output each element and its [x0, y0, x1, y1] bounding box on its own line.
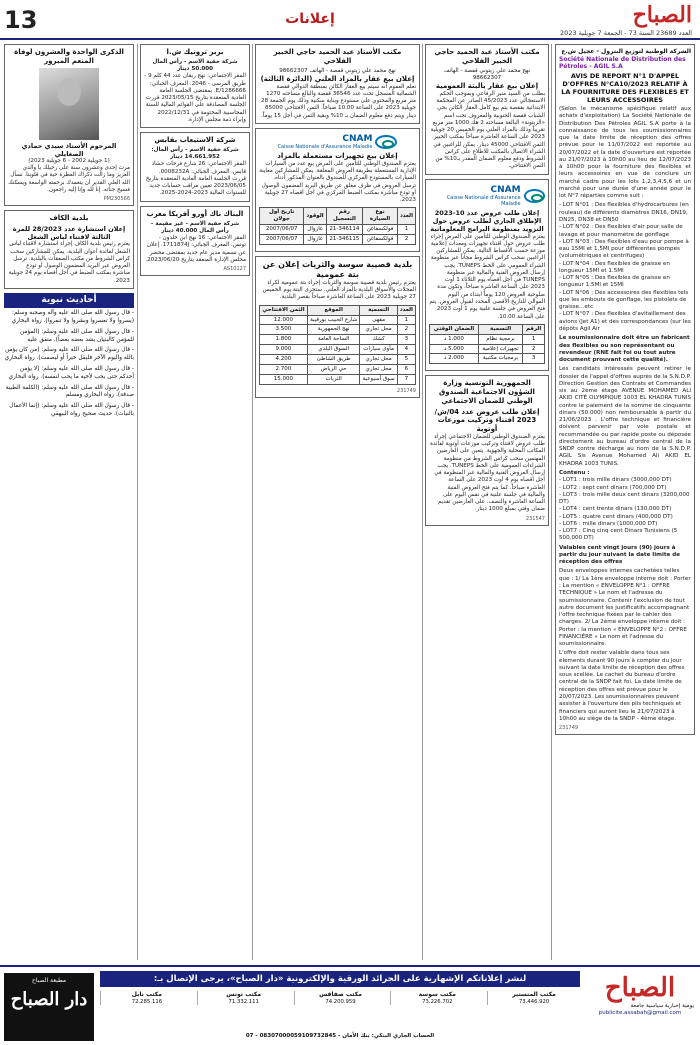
company-sub: شركة خفية الاسم - غير مقيمة - رأس المال 40.000 دينار — [150, 220, 240, 234]
table-cell: 21-346114 — [326, 225, 362, 235]
company-body: المقر الاجتماعي: نهج ريقان عدد 44 كلم 9 - طريق المرسى - 2046. المعرف الجبائي: 1286666/E. بمقتضى الجلسة العامة العادية المنعقدة بتاريخ 2023/05/15 قررت الجلسة المصادقة على القوائم المالية للسنة المحاسبية المختومة في 2022/12/31 وإبراء ذمة مجلس الإدارة. — [144, 73, 246, 123]
ad-ref: 231547 — [525, 515, 545, 522]
kef-body: يعتزم رئيس بلدية الكاف إجراء استشارة لاقتناء لباس الشغل لفائدة أعوان البلدية. يمكن للمشاركين سحب كراس الشروط من مكتب الصفقات بالبلدية. ترسل العروض عبر البريد المضمون الوصول أو تودع مباشرة بمكتب الضبط في أجل أقصاه يوم 24 جويلية 2023. — [8, 241, 130, 284]
table-cell: طريق الشاطئ — [307, 355, 360, 365]
obituary-body: مرت إحدى وعشرون سنة على رحيلك يا والدي العزيز وما زالت ذكراك العطرة حية في قلوبنا. نسأل الله العلي القدير أن يتغمدك برحمته الواسعة ويسكنك فسيح جناته. إنا لله وإنا إليه راجعون. — [8, 165, 130, 193]
cnss-body: يعتزم الصندوق الوطني للضمان الاجتماعي إجراء طلب عروض لاقتناء وتركيب موزعات أوتوية لفائدة المكاتب المحلية والجهوية. يتعين على العارضين المهتمين سحب كراس الشروط من منظومة الشراءات العمومية على الخط TUNEPS. يجب إرسال العروض الفنية والمالية عبر المنظومة في أجل أقصاه يوم 4 أوت 2023 على الساعة العاشرة صباحاً. كما يتم فتح العروض الفنية والمالية في جلسة علنية في نفس اليوم على الساعة العاشرة والنصف. على العارضين تقديم ضمان وقتي بمبلغ 1000 دينار. — [430, 433, 545, 513]
company-name: شركة الاستيعاب بقابس — [154, 136, 236, 145]
obituary-name: المرحوم الأستاذ سيدي حمادي الصغايلي — [21, 141, 117, 158]
table-cell: محل تجاري — [360, 325, 397, 335]
hadith-item: - قال رسول الله صلى الله عليه وسلم: (المؤمن للمؤمن كالبنيان يشد بعضه بعضاً). متفق عليه — [19, 328, 134, 343]
table-header-cell: تاريخ أول جولان — [260, 208, 304, 225]
envelopes: Deux enveloppes internes cachetées telles que : 1/ La 1ère enveloppe interne doit : Porter : La mention « ENVELOPPE N°1 : OFFRE TECHNIQUE » Le nom et l'adresse du soumissionnaire. Contenir l'exclusion de tout autre document les justificatifs accompagnant l'offre technique fixées par le cahier des charges. 2/ La 2ème enveloppe interne doit : Porter : la mention « ENVELOPPE N°2 : OFFRE FINANCIÈRE » Le nom et l'adresse du soumissionnaire. — [559, 568, 691, 648]
agil-tender-ad — [555, 44, 695, 735]
auction-title: إعلان بيع عقار بالبتة العمومية — [435, 82, 539, 91]
table-header-cell: الضمان الوقتي — [430, 324, 479, 334]
column-divider — [137, 44, 138, 960]
lots-list — [559, 202, 691, 333]
table-cell: غازوال — [304, 225, 326, 235]
table-cell: الساحة العامة — [307, 335, 360, 345]
cnam-tender-table — [429, 324, 545, 365]
cnam-logo: CNAM Caisse Nationale d'Assurance Maladie — [429, 185, 545, 208]
hadith-item: - قال رسول الله صلى الله عليه وآله وصحبه وسلم: (يسروا ولا تعسروا وبشروا ولا تنفروا). رواه البخاري — [11, 310, 134, 324]
lot-price-item: - LOT5 : quatre cent dinars (400,000 DT) — [559, 513, 673, 520]
cnss-tender-ad — [425, 375, 549, 526]
lots-prices-list — [559, 477, 691, 542]
vehicles-table — [259, 207, 416, 245]
cnss-header: الجمهورية التونسية وزارة الشؤون الاجتماعية الصندوق الوطني للضمان الاجتماعي — [439, 379, 535, 405]
table-cell: شارع الحبيب بورقيبة — [307, 315, 360, 325]
assabah-logo: الصباح يومية إخبارية سياسية جامعة publicite.assabah@gmail.com — [598, 973, 694, 1016]
table-cell: 1.000 د — [430, 334, 479, 344]
footer-offices — [100, 991, 580, 1005]
table-cell: 3.500 — [260, 325, 308, 335]
table-cell: 4.200 — [260, 355, 308, 365]
hadith-item: - قال رسول الله صلى الله عليه وسلم: (لا يؤمن أحدكم حتى يحب لأخيه ما يحب لنفسه). رواه البخاري — [8, 366, 134, 380]
table-header-cell: الوقود — [304, 208, 326, 225]
lot-item: - LOT N°06 : Des accessoires des flexibles tels que les embouts de gonflage, les pistolets de graisse...etc — [559, 289, 689, 311]
page-footer — [0, 965, 700, 1045]
auction-body: نعلم العموم أنه سيتم بيع العقار الكائن بمنطقة الدوالي قفصة الشمالية المسجل تحت عدد 36546 قفصة والبالغ مساحته 1270 متر مربع والمحتوي على مستودع وبناية سكنية وذلك يوم الجمعة 28 جويلية 2023 على الساعة 10.00 صباحاً. الثمن الافتتاحي 85000 دينار ويتم دفع معلوم الضمان بـ 10% وبقية الثمن في أجل 15 يوماً. — [261, 83, 416, 119]
table-cell: حي الرياض — [307, 364, 360, 374]
ad-ref: 231749 — [396, 387, 416, 394]
municipality-body: يعتزم رئيس بلدية قصيبة سوسة والثريات إجراء بتة عمومية لكراء المحلات والأسواق البلدية بالمزاد العلني. ستجرى البتة يوم الخميس 27 جويلية 2023 على الساعة العاشرة صباحاً بقصر البلدية. — [262, 279, 416, 301]
auction-office: مكتب الأستاذ عبد الحميد حاجي الخبير الفلاحي — [273, 48, 402, 65]
lot-price-item: - LOT6 : mille dinars (1000,000 DT) — [559, 520, 658, 527]
auction-office-sub: نهج محمد علي زيتوني قفصة - الهاتف 98662307 — [443, 67, 531, 81]
tender-caution: Le soumissionnaire doit être un fabricant des flexibles ou son représentant ou revendeur (RNE fait foi ou tout autre document prouvant cette qualité). — [559, 335, 690, 364]
table-cell: برمجية نظام — [478, 334, 522, 344]
hadith-item: - قال رسول الله صلى الله عليه وسلم: (الكلمة الطيبة صدقة). رواه البخاري ومسلم — [5, 384, 134, 399]
kef-heading: بلدية الكاف — [49, 214, 89, 223]
column-divider — [422, 44, 423, 960]
table-cell: 6 — [397, 364, 415, 374]
table-cell: 1 — [397, 225, 415, 235]
table-cell: 12.000 — [260, 315, 308, 325]
table-header-cell: التسمية — [360, 305, 397, 315]
ad-column-2 — [425, 44, 549, 960]
table-cell: 3 — [523, 354, 545, 364]
footer-office: مكتب نابل 72.285.116 — [100, 991, 193, 1005]
table-header-cell: رقم التسجيل — [326, 208, 362, 225]
lot-item: - LOT N°02 : Des flexibles d'air pour salle de lavage et pour manomètre de gonflage — [559, 224, 683, 238]
kef-tender-ad — [4, 210, 134, 289]
footer-office: مكتب سوسة 73.226.702 — [390, 991, 483, 1005]
tender-intro: (Selon le mécanisme spécifique relatif aux achats d'exploitation) La Société Nationale de Distribution Des Pétroles AGIL S.A porte à la connaissance de tous les soumissionnaires que la date limite de réception des offres prévue pour le 11/07/2022 est reportée au 20/07/2022 et la date d'ouverture est reportée au 21/07/2023 à 10h00 au lieu de 12/07/2023 à 10h00 pour la fourniture des flexibles et leurs accessoires en vue de conclure un marché cadre pour les lots 1,2,3,4,5,6 et un marché pour une durée d'une année pour le lot N°7 réparties comme suit : — [559, 106, 691, 200]
table-header-cell: الثمن الافتتاحي — [260, 305, 308, 315]
auction-ad-2 — [255, 44, 420, 124]
municipality-table — [259, 305, 416, 385]
lot-item: - LOT N°07 : Des flexibles d'avitaillement des avions (Jet A1) et des correspondances (sur les dépôts Agil Air — [559, 311, 691, 332]
table-row — [260, 325, 416, 335]
municipality-auction-ad — [255, 256, 420, 398]
table-cell: 5 — [397, 355, 415, 365]
table-cell: 2007/06/07 — [260, 225, 304, 235]
table-cell: فولكسفاغن — [363, 235, 398, 245]
table-header-cell: العدد — [397, 208, 415, 225]
table-row — [260, 374, 416, 384]
table-cell: الثريات — [307, 374, 360, 384]
cnam-vehicles-title: إعلان بيع تجهيزات مستعملة بالمزاد — [277, 152, 398, 161]
footer-banner: لنشر إعلاناتكم الإشهارية على الجرائد الورقية والإلكترونية «دار الصباح»، يرجى الإتصال بـ: — [100, 971, 580, 987]
ad-column-french — [555, 44, 695, 960]
table-cell: 2.000 د — [430, 354, 479, 364]
table-cell: تجهيزات إعلامية — [478, 344, 522, 354]
auction-title: إعلان بيع عقار بالمزاد العلني (الدائرة الثالثة) — [260, 74, 415, 83]
page-header — [0, 0, 700, 40]
ad-ref: AS10127 — [223, 266, 246, 273]
footer-bank: الحساب الجاري البنكي: بنك الأمان - 08307000059109732845 - 07 — [245, 1033, 435, 1039]
auction-office-sub: نهج محمد علي زيتوني قفصة - الهاتف 98662307 — [279, 67, 396, 74]
company-sub: شركة خفية الاسم - رأس المال 50.000 دينار — [152, 58, 238, 73]
cnam-tender-ad — [425, 179, 549, 372]
cnam-vehicles-ad — [255, 128, 420, 252]
table-cell: 1.800 — [260, 335, 308, 345]
table-cell: 9.000 — [260, 345, 308, 355]
table-cell: 7 — [397, 374, 415, 384]
lot-price-item: - LOT1 : trois mille dinars (3000,000 DT) — [559, 477, 672, 484]
issue-line: العدد 23689 السنة 73 - الجمعة 7 جويلية 2023 — [560, 29, 692, 37]
auction-body: بطلب من السيد منير الرفاعي وبموجب الحكم الاستعجالي عدد 45/2023 الصادر عن المحكمة الابتدائية بقفصة يتم بيع كامل العقار الكائن بحي الشباب قفصة الجنوبية والمعروف تحت اسم «الزيتونة» البالغة مساحته 2 هك 1000 متر مربع تقريباً وذلك بالمزاد العلني يوم الخميس 20 جويلية 2023 على الساعة العاشرة صباحاً بمكتب الخبير. الثمن الافتتاحي 45000 دينار. يمكن للراغبين في الشراء الاتصال بالمكتب للاطلاع على كراس الشروط ودفع معلوم الضمان المقدر بـ10% من الثمن الافتتاحي. — [430, 90, 545, 170]
table-cell: 2007/06/07 — [260, 235, 304, 245]
column-divider — [551, 44, 552, 960]
table-row — [260, 364, 416, 374]
section-title: إعلانات — [285, 11, 335, 27]
lot-item: - LOT N°05 : Des flexibles de graisse en longueur 1.5Ml et 15Ml — [559, 275, 670, 289]
table-cell: مقهى — [360, 315, 397, 325]
cnam-tender-title: إعلان طلب عروض عدد 10-2023 الإطلاق الجاري لطلب عروض حول التزويد بمنظومة البرامج المعلوماتية — [430, 209, 544, 234]
company-notice-2 — [140, 132, 250, 202]
footer-office: مكتب تونس 71.332.111 — [197, 991, 290, 1005]
auction-ad — [425, 44, 549, 175]
auction-office: مكتب الأستاذ عبد الحميد حاجي الخبير الفلاحي — [434, 48, 540, 65]
table-cell: 15.000 — [260, 374, 308, 384]
table-cell: 2.700 — [260, 364, 308, 374]
table-cell: 2 — [523, 344, 545, 354]
company-name-ar: الشركة الوطنية لتوزيع البترول - عجيل ش.ع — [561, 48, 691, 55]
hadith-item: - قال رسول الله صلى الله عليه وسلم: (من كان يؤمن بالله واليوم الآخر فليقل خيراً أو ليصمت). رواه البخاري — [4, 347, 134, 362]
kef-title: إعلان استشارة عدد 28/2023 للمرة الثالثة لاقتناء لباس الشغل — [12, 225, 126, 242]
table-cell: محل تجاري — [360, 364, 397, 374]
ad-column-4 — [140, 44, 250, 960]
company-sub: شركة خفية الاسم - رأس المال: 14.661.952 دينار — [151, 146, 239, 161]
table-row — [260, 225, 416, 235]
ad-ref: 231749 — [559, 725, 579, 732]
page-number: 13 — [4, 6, 38, 34]
footer-office: مكتب المنستير 73.446.920 — [487, 991, 580, 1005]
table-row — [430, 354, 545, 364]
table-cell: 2 — [397, 325, 415, 335]
table-row — [260, 355, 416, 365]
tender-title: AVIS DE REPORT N°1 D'APPEL D'OFFRES N°CA10/2023 RELATIF À LA FOURNITURE DES FLEXIBLES ET LEURS ACCESSOIRES — [561, 71, 689, 104]
lot-price-item: - LOT3 : trois mille deux cent dinars (3200,000 DT) — [559, 491, 690, 506]
ad-column-3 — [255, 44, 420, 960]
hadith-heading: أحاديث نبوية — [4, 293, 134, 308]
table-header-cell: الرقم — [523, 324, 545, 334]
table-header-cell: العدد — [397, 305, 415, 315]
obituary-heading: الذكرى الواحدة والعشرون لوفاة المنعم المبرور — [14, 48, 124, 65]
lot-price-item: - LOT7 : Cinq cinq cent Dinars Tunisiens (5 500,000 DT) — [559, 528, 678, 542]
table-row — [260, 315, 416, 325]
table-cell: 3 — [397, 335, 415, 345]
table-header-cell: نوع السيارة — [363, 208, 398, 225]
table-row — [430, 334, 545, 344]
table-row — [430, 344, 545, 354]
lot-price-item: - LOT4 : cent trente dinars (130,000 DT) — [559, 506, 672, 513]
table-header-cell: الموقع — [307, 305, 360, 315]
lots-prices-heading: Contenu : — [559, 470, 590, 477]
table-header-cell: التسمية — [478, 324, 522, 334]
table-cell: 1 — [397, 315, 415, 325]
table-row — [260, 335, 416, 345]
table-cell: 1 — [523, 334, 545, 344]
tender-body: Les candidats intéressés peuvent retirer le dossier de l'appel d'offres auprès de la S.N.D.P. Direction Gestion des Contrats et Commandes sis au 2ème étage AVENUE MOHAMED ALI AKID CITÉ OLYMPIQUE 1003 EL KHADRA TUNIS contre le paiement de la somme de cinquante dinars (50.000) non remboursable à partir du 21/06/2023 . L'offre technique et financière doivent parvenir par voie postale et recommandée ou par rapide poste ou déposée directement au bureau d'ordre central de la SNDP contre décharge au nom de la S.N.D.P. AGIL Sis Avenue Mohamed Ali AKID EL KHADRA 1003 TUNIS. — [559, 366, 691, 467]
table-cell: 21-346115 — [326, 235, 362, 245]
newspaper-logo: الصباح — [632, 2, 692, 28]
footer-office: مكتب صفاقس 74.200.959 — [294, 991, 387, 1005]
dar-assabah-logo: مطبعة الصباح دار الصباح — [4, 973, 94, 1041]
company-name: البناك ناك أورو أفريكا مغرب — [146, 209, 244, 218]
table-cell: 2 — [397, 235, 415, 245]
validity: Valables cent vingt jours (90) jours à partir du jour suivant la date limite de réception des offres — [559, 544, 681, 566]
table-cell: سوق أسبوعية — [360, 374, 397, 384]
cnam-icon — [524, 189, 545, 203]
cnss-title: إعلان طلب عروض عدد 04/ش/ 2023 اقتناء وتركيب موزعات أوتوية — [434, 407, 540, 434]
table-cell: محل تجاري — [360, 355, 397, 365]
lot-item: - LOT N°03 : Des flexibles d'eau pour pompe à eau 15MI et 1,5MI pour différentes pompes (volumétriques et centrifuges) — [559, 238, 689, 260]
table-cell: 5.000 د — [430, 344, 479, 354]
column-divider — [252, 44, 253, 960]
cnam-tender-body: يعتزم الصندوق الوطني للتأمين على المرض إجراء طلب عروض حول اقتناء تجهيزات ومعدات إعلامية موزعة حسب الأقساط التالية. يمكن للمشاركين الراغبين سحب كراس الشروط مجاناً عبر منظومة الشراء العمومي على الخط TUNEPS. يجب إرسال العروض الفنية والمالية عبر منظومة TUNEPS في أجل أقصاه يوم الثلاثاء 1 أوت 2023 على الساعة العاشرة صباحاً. وتكون مدة صلوحية العروض 120 يوماً ابتداء من اليوم الموالي للتاريخ الأقصى المحدد لقبول العروض. يتم فتح العروض في جلسة علنية يوم 1 أوت 2023 على الساعة 10.00. — [429, 233, 545, 320]
obituary — [4, 44, 134, 206]
ad-ref: PM230566 — [103, 196, 130, 203]
table-row — [260, 345, 416, 355]
table-cell: غازوال — [304, 235, 326, 245]
table-cell: نهج الجمهورية — [307, 325, 360, 335]
company-notice-3 — [140, 206, 250, 277]
table-cell: 4 — [397, 345, 415, 355]
lot-item: - LOT N°01 : Des flexibles d'hydrocarbures (en rouleau) de différents diamètres DN16, DN19, DN25, DN38 et DN50 — [559, 202, 689, 223]
obituary-date: (1 جويلية 2002 - 6 جويلية 2023) — [28, 157, 110, 164]
cnam-icon — [375, 135, 397, 149]
hadith-list — [4, 310, 134, 419]
table-cell: السوق البلدي — [307, 345, 360, 355]
company-name: بربر ترونيك ش.ا — [166, 48, 224, 56]
company-notice-1 — [140, 44, 250, 128]
masthead — [482, 2, 692, 38]
table-cell: كشك — [360, 335, 397, 345]
cnam-logo: CNAM Caisse Nationale d'Assurance Maladie — [259, 134, 416, 150]
table-cell: فولكسفاغن — [363, 225, 398, 235]
table-cell: برمجيات مكتبية — [478, 354, 522, 364]
municipality-title: بلدية قصيبة سوسة والثريات إعلان عن بتة عمومية — [262, 259, 413, 279]
hadith-item: - قال رسول الله صلى الله عليه وسلم: (إنما الأعمال بالنيات). حديث صحيح رواه البيهقي — [9, 403, 134, 418]
cnam-vehicles-body: يعتزم الصندوق الوطني للتأمين على المرض بيع عدد من السيارات الإدارية المستعملة بطريقة العروض المغلقة. يمكن للمشاركين معاينة السيارات بالمستودع المركزي للصندوق بالعنوان المذكور أدناه. ترسل العروض في ظرف مغلق عن طريق البريد المضمون الوصول أو تودع مباشرة بمكتب الضبط المركزي في أجل أقصاه 27 جويلية 2023. — [259, 160, 416, 204]
closing: L'offre doit rester valable dans tous ses éléments durant 90 jours à compter du jour suivant la date limite de réception des offres sous scellée. Le cachet du bureau d'ordre central de la SNDP fait foi. La date limite de réception des offres est prévue pour le 20/07/2023. Les soumissionnaires peuvent assister à l'ouverture des plis techniques et financiers qui auront lieu le 21/07/2023 à 10h00 au siège de la SNDP - 4ème étage. — [559, 650, 685, 722]
ad-column-5 — [4, 44, 134, 960]
table-cell: مأوى سيارات — [360, 345, 397, 355]
company-body: المقر الاجتماعي: 16 نهج ابن خلدون - تونس. المعرف الجبائي: 1711874J. إعلان عن تسمية مدير عام جديد بمقتضى محضر مجلس الإدارة المنعقد بتاريخ 2023/06/20. — [145, 235, 246, 263]
portrait-photo — [39, 68, 99, 140]
lot-price-item: - LOT2 : sept cent dinars (700,000 DT) — [559, 484, 667, 491]
table-row — [260, 235, 416, 245]
company-name-fr: Société Nationale de Distribution des Pétroles - AGIL S.A — [559, 55, 686, 70]
lot-item: - LOT N°04 : Des flexibles de graisse en longueur 15Ml et 1.5Ml — [559, 260, 670, 274]
company-body: المقر الاجتماعي: 26 شارع فرحات حشاد قابس. المعرف الجبائي: 0008232A. قررت الجلسة العامة العادية المنعقدة بتاريخ 2023/06/05 تعيين مراقب حسابات جديد للسنوات المالية 2023-2024-2025. — [145, 161, 246, 197]
